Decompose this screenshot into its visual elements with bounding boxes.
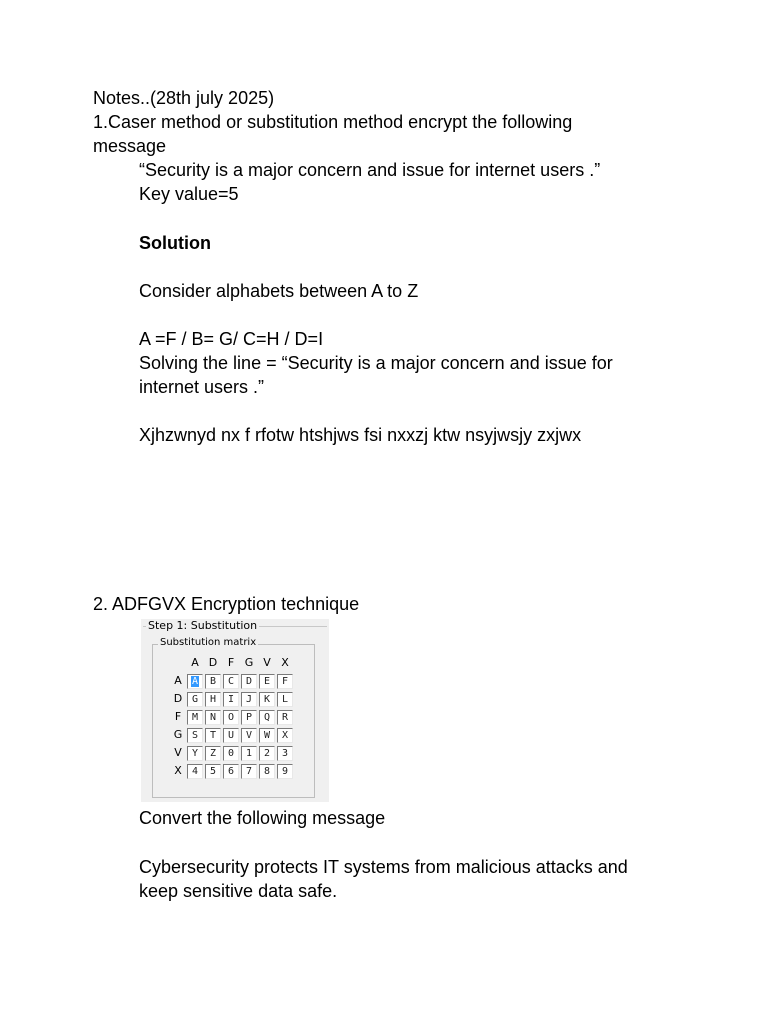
substitution-matrix-screenshot: [141, 619, 329, 802]
column-header: X: [281, 656, 289, 669]
notes-heading: Notes..(28th july 2025): [93, 88, 275, 108]
key-value: Key value=5: [139, 184, 239, 204]
matrix-cell[interactable]: L: [277, 692, 293, 707]
solving-line-2: internet users .”: [139, 377, 265, 397]
matrix-cell[interactable]: U: [223, 728, 239, 743]
matrix-cell[interactable]: 8: [259, 764, 275, 779]
matrix-cell[interactable]: D: [241, 674, 257, 689]
row-header: A: [174, 674, 182, 687]
message-line-1: Cybersecurity protects IT systems from malicious attacks and: [139, 857, 628, 877]
convert-instruction: Convert the following message: [139, 808, 386, 828]
question-2-title: 2. ADFGVX Encryption technique: [93, 594, 360, 614]
matrix-cell[interactable]: 1: [241, 746, 257, 761]
matrix-cell[interactable]: M: [187, 710, 203, 725]
message-line-2: keep sensitive data safe.: [139, 881, 338, 901]
matrix-cell[interactable]: J: [241, 692, 257, 707]
column-header: F: [227, 656, 235, 669]
matrix-cell[interactable]: B: [205, 674, 221, 689]
question-1-quote: “Security is a major concern and issue for internet users .”: [139, 160, 601, 180]
matrix-cell[interactable]: G: [187, 692, 203, 707]
matrix-cell[interactable]: Y: [187, 746, 203, 761]
substitution-matrix-label: Substitution matrix: [160, 637, 257, 648]
matrix-cell[interactable]: W: [259, 728, 275, 743]
consider-alphabets: Consider alphabets between A to Z: [139, 281, 419, 301]
solving-line-1: Solving the line = “Security is a major concern and issue for: [139, 353, 613, 373]
row-header: D: [173, 692, 183, 705]
matrix-cell[interactable]: F: [277, 674, 293, 689]
matrix-cell[interactable]: 5: [205, 764, 221, 779]
matrix-cell[interactable]: O: [223, 710, 239, 725]
matrix-cell[interactable]: 4: [187, 764, 203, 779]
matrix-cell[interactable]: I: [223, 692, 239, 707]
matrix-cell[interactable]: 2: [259, 746, 275, 761]
solution-heading: Solution: [139, 233, 211, 253]
column-header: V: [263, 656, 271, 669]
matrix-cell[interactable]: Z: [205, 746, 221, 761]
matrix-cell[interactable]: T: [205, 728, 221, 743]
column-header: A: [191, 656, 199, 669]
column-header: D: [208, 656, 218, 669]
column-header: G: [244, 656, 254, 669]
matrix-cell[interactable]: N: [205, 710, 221, 725]
matrix-cell[interactable]: K: [259, 692, 275, 707]
row-header: G: [173, 728, 183, 741]
cipher-text: Xjhzwnyd nx f rfotw htshjws fsi nxxzj ktw nsyjwsjy zxjwx: [139, 425, 582, 445]
matrix-cell[interactable]: 7: [241, 764, 257, 779]
matrix-cell[interactable]: 3: [277, 746, 293, 761]
matrix-cell[interactable]: 9: [277, 764, 293, 779]
row-header: X: [174, 764, 182, 777]
matrix-cell[interactable]: A: [187, 674, 203, 689]
matrix-cell[interactable]: E: [259, 674, 275, 689]
step-1-label: Step 1: Substitution: [148, 619, 258, 632]
question-1-line-1: 1.Caser method or substitution method encrypt the following: [93, 112, 573, 132]
letter-mapping: A =F / B= G/ C=H / D=I: [139, 329, 324, 349]
matrix-cell[interactable]: S: [187, 728, 203, 743]
matrix-cell[interactable]: Q: [259, 710, 275, 725]
matrix-cell[interactable]: P: [241, 710, 257, 725]
row-header: V: [174, 746, 182, 759]
matrix-cell[interactable]: C: [223, 674, 239, 689]
matrix-cell[interactable]: R: [277, 710, 293, 725]
row-header: F: [174, 710, 182, 723]
matrix-cell[interactable]: V: [241, 728, 257, 743]
matrix-cell[interactable]: 0: [223, 746, 239, 761]
question-1-line-2: message: [93, 136, 167, 156]
matrix-cell[interactable]: X: [277, 728, 293, 743]
matrix-cell[interactable]: 6: [223, 764, 239, 779]
matrix-cell[interactable]: H: [205, 692, 221, 707]
